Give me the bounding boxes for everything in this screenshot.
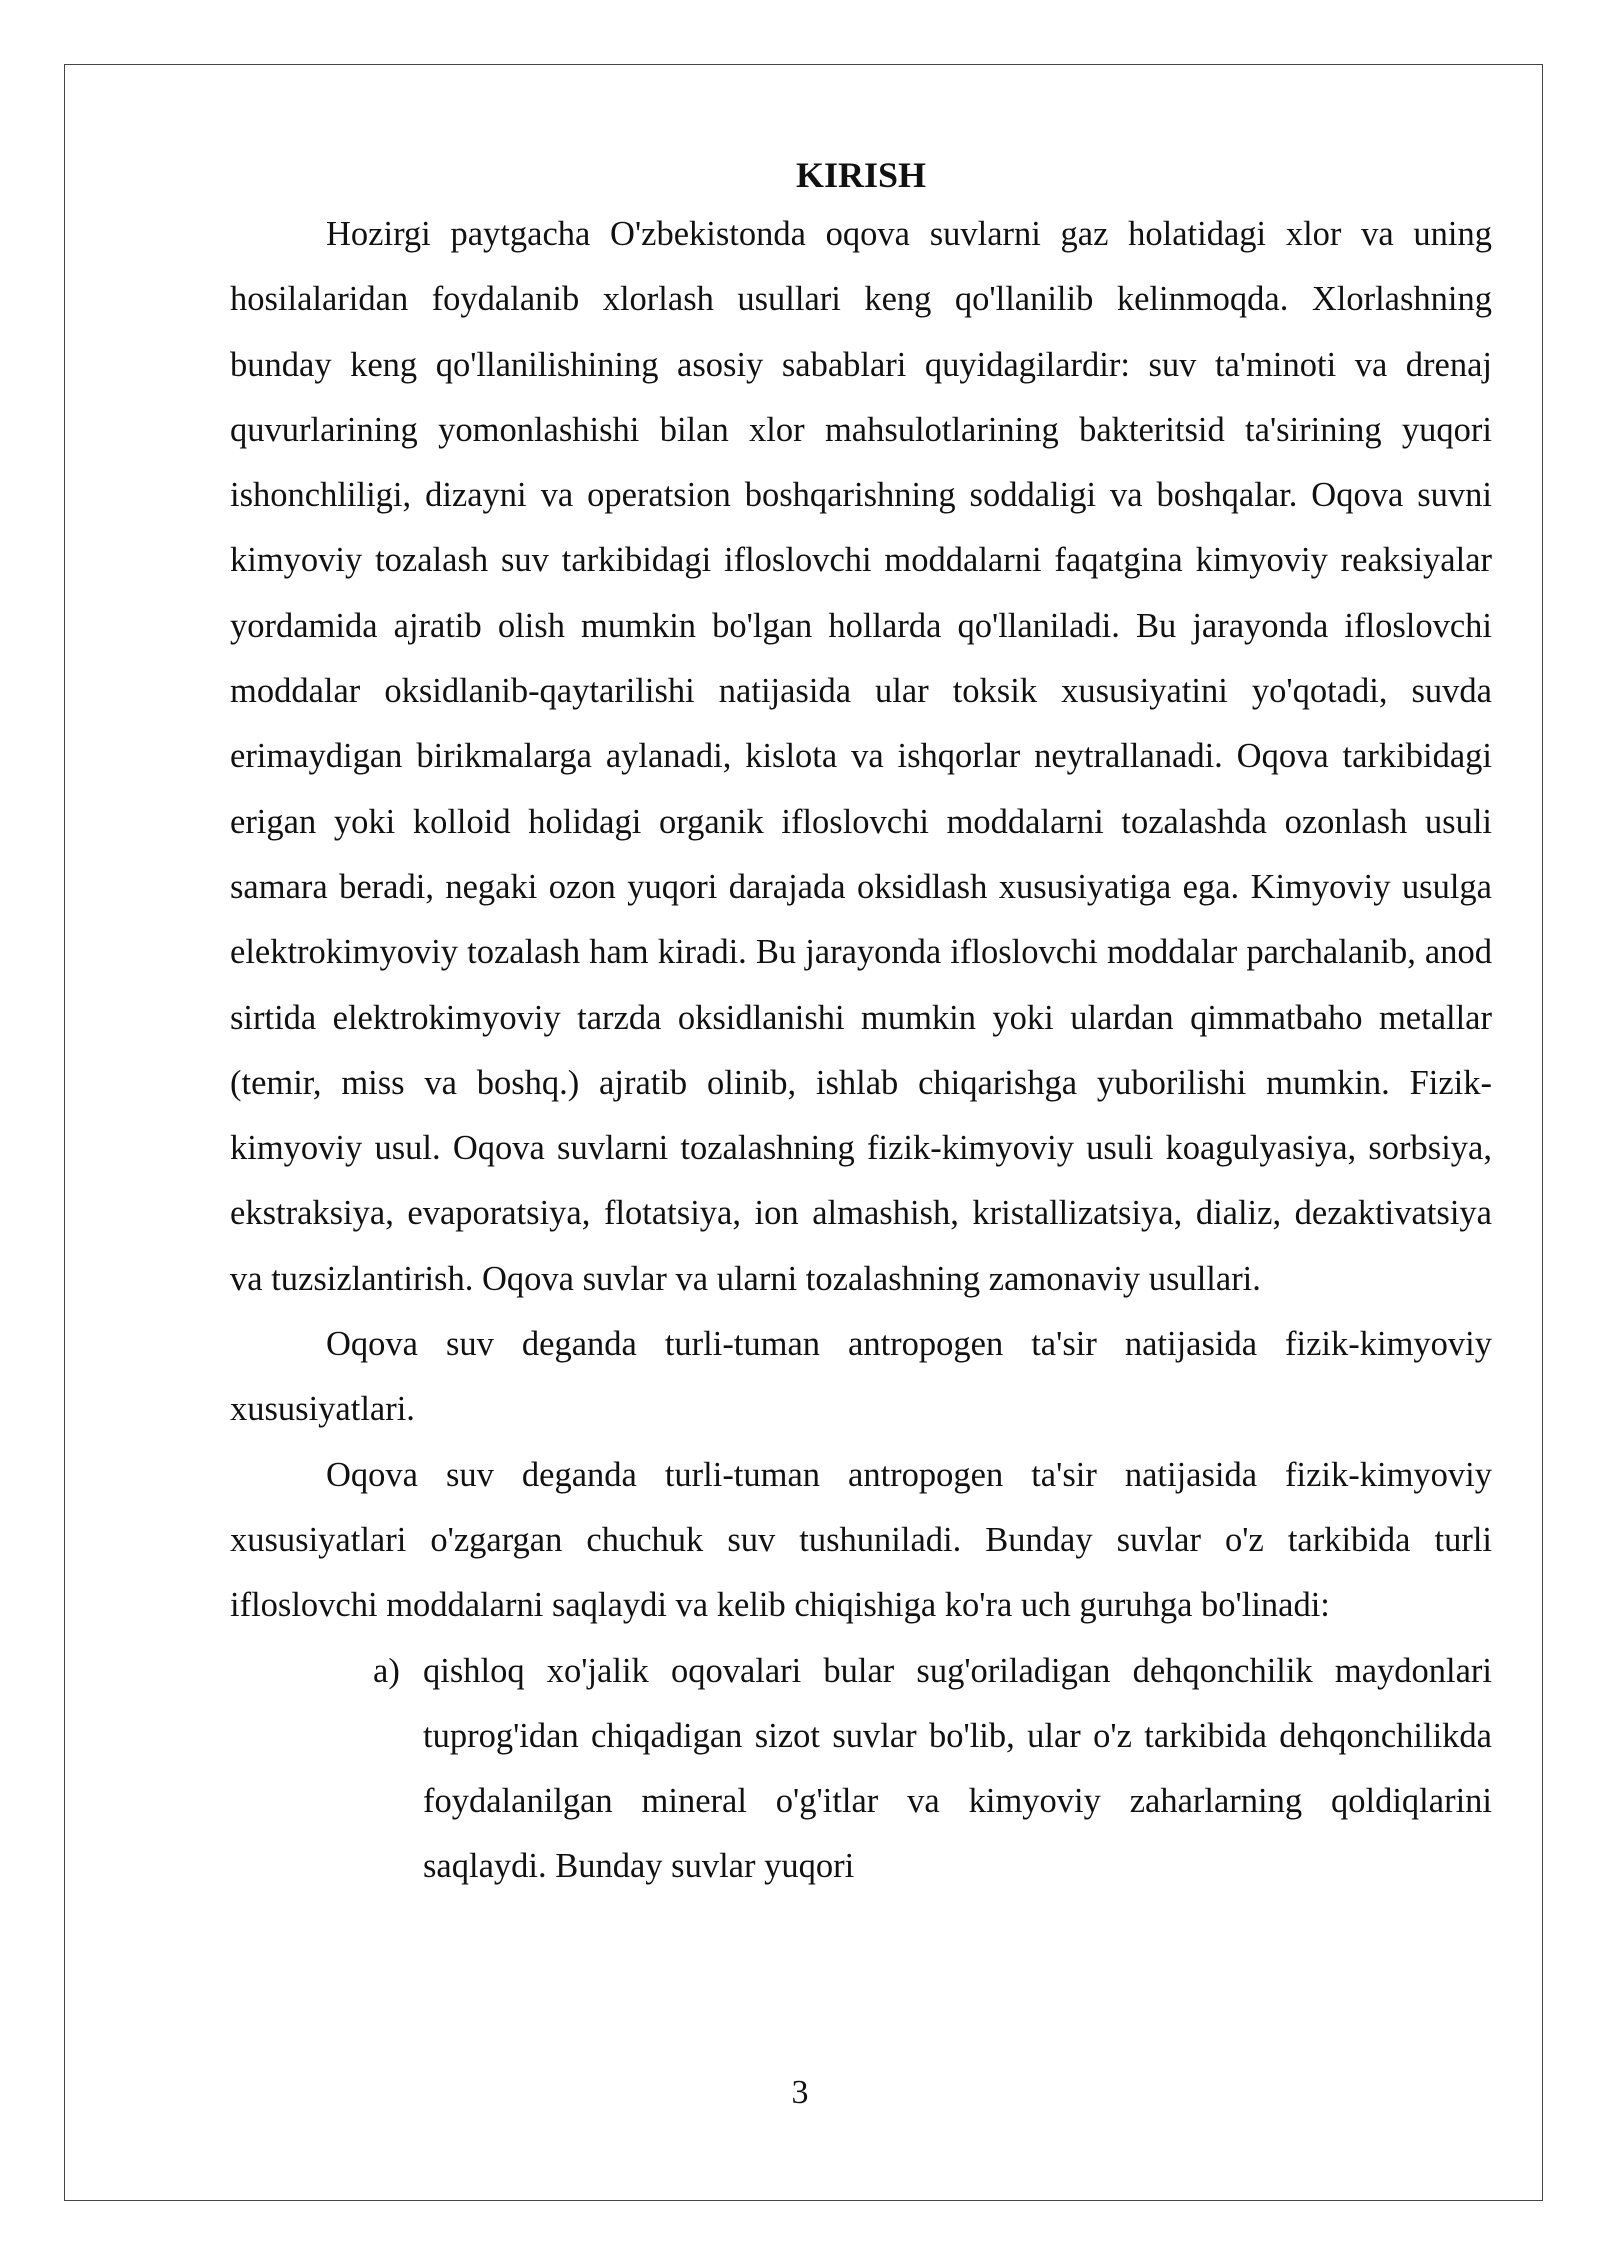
list-item-marker: a) [373,1651,400,1690]
paragraph-definition: Oqova suv deganda turli-tuman antropogen ta'sir natijasida fizik-kimyoviy xususiyatlari o'zgargan chuchuk suv tushuniladi. Bunday suvlar o'z tarkibida turli ifloslovchi moddalarni saqlaydi va kelib chiqishiga ko'ra uch guruhga bo'linadi: [230,1455,1492,1625]
paragraph-intro: Hozirgi paytgacha O'zbekistonda oqova suvlarni gaz holatidagi xlor va uning hosilalaridan foydalanib xlorlash usullari keng qo'llanilib kelinmoqda. Xlorlashning bunday keng qo'llanilishining asosiy sabablari quyidagilardir: suv ta'minoti va drenaj quvurlarining yomonlashishi bilan xlor mahsulotlarining bakteritsid ta'sirining yuqori ishonchliligi, dizayni va operatsion boshqarishning soddaligi va boshqalar. Oqova suvni kimyoviy tozalash suv tarkibidagi ifloslovchi moddalarni faqatgina kimyoviy reaksiyalar yordamida ajratib olish mumkin bo'lgan hollarda qo'llaniladi. Bu jarayonda ifloslovchi moddalar oksidlanib-qaytarilishi natijasida ular toksik xususiyatini yo'qotadi, suvda erimaydigan birikmalarga aylanadi, kislota va ishqorlar neytrallanadi. Oqova tarkibidagi erigan yoki kolloid holidagi organik ifloslovchi moddalarni tozalashda ozonlash usuli samara beradi, negaki ozon yuqori darajada oksidlash xususiyatiga ega. Kimyoviy usulga elektrokimyoviy tozalash ham kiradi. Bu jarayonda ifloslovchi moddalar parchalanib, anod sirtida elektrokimyoviy tarzda oksidlanishi mumkin yoki ulardan qimmatbaho metallar (temir, miss va boshq.) ajratib olinib, ishlab chiqarishga yuborilishi mumkin. Fizik-kimyoviy usul. Oqova suvlarni tozalashning fizik-kimyoviy usuli koagulyasiya, sorbsiya, ekstraksiya, evaporatsiya, flotatsiya, ion almashish, kristallizatsiya, dializ, dezaktivatsiya va tuzsizlantirish. Oqova suvlar va ularni tozalashning zamonaviy usullari. [230,215,1492,1298]
document-title: KIRISH [795,155,927,195]
document-body [230,148,1492,1900]
paragraph-definition-short: Oqova suv deganda turli-tuman antropogen ta'sir natijasida fizik-kimyoviy xususiyatlari. [230,1325,1492,1429]
page-number: 3 [791,2074,809,2111]
list-item-text: qishloq xo'jalik oqovalari bular sug'oriladigan dehqonchilik maydonlari tuprog'idan chiqadigan sizot suvlar bo'lib, ular o'z tarkibida dehqonchilikda foydalanilgan mineral o'g'itlar va kimyoviy zaharlarning qoldiqlarini saqlaydi. Bunday suvlar yuqori [423,1651,1492,1886]
classification-list [230,1639,1492,1900]
list-item [230,1639,1492,1900]
